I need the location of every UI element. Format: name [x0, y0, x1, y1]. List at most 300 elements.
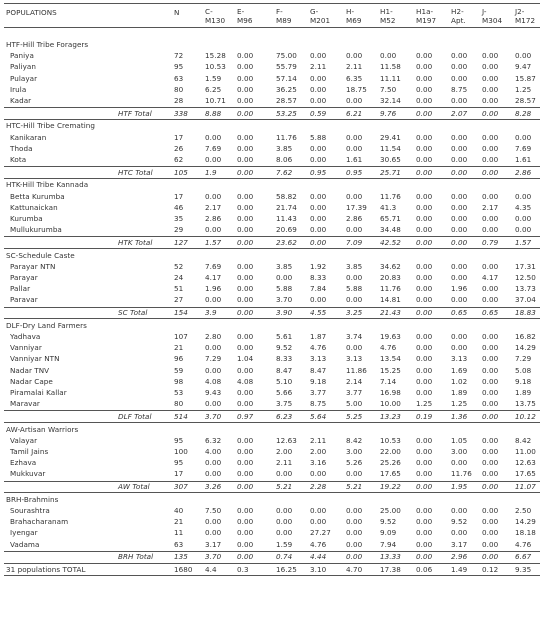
total-sample-size: 154 — [174, 308, 188, 318]
frequency-value: 7.94 — [380, 539, 397, 549]
header-populations: POPULATIONS — [6, 8, 57, 17]
total-frequency: 5.64 — [310, 411, 327, 421]
header-rule — [4, 27, 540, 28]
frequency-value: 3.74 — [346, 332, 363, 341]
frequency-value: 0.00 — [416, 51, 433, 61]
frequency-value: 3.85 — [276, 261, 293, 271]
frequency-value: 34.48 — [380, 225, 401, 235]
total-frequency: 0.00 — [237, 482, 254, 492]
frequency-value: 0.00 — [482, 214, 499, 223]
frequency-value: 0.00 — [346, 225, 363, 235]
population-name: Piramalai Kallar — [10, 388, 67, 397]
group-total-label: HTC Total — [118, 167, 153, 177]
frequency-value: 0.00 — [237, 51, 254, 61]
total-frequency: 6.21 — [346, 108, 363, 118]
frequency-value: 1.59 — [276, 539, 293, 549]
frequency-value: 5.88 — [276, 284, 293, 294]
frequency-value: 0.00 — [310, 143, 327, 153]
frequency-value: 0.00 — [482, 506, 499, 515]
table-row — [0, 61, 548, 72]
table-row — [0, 342, 548, 353]
frequency-value: 0.00 — [451, 458, 468, 468]
frequency-value: 3.00 — [346, 447, 363, 456]
sample-size: 46 — [174, 202, 184, 212]
frequency-value: 9.18 — [515, 376, 532, 386]
frequency-value: 0.00 — [515, 225, 532, 235]
frequency-value: 19.63 — [380, 332, 401, 341]
population-name: Vanniyar NTN — [10, 354, 60, 364]
frequency-value: 0.00 — [346, 517, 363, 527]
frequency-value: 5.66 — [276, 388, 293, 397]
frequency-value: 3.75 — [276, 399, 293, 409]
frequency-value: 8.42 — [346, 435, 363, 445]
frequency-value: 0.00 — [205, 225, 222, 235]
frequency-value: 0.00 — [482, 332, 499, 341]
frequency-value: 0.00 — [416, 517, 433, 527]
frequency-value: 4.35 — [515, 202, 532, 212]
frequency-value: 0.00 — [205, 191, 222, 201]
frequency-value: 0.00 — [416, 202, 433, 212]
frequency-value: 0.00 — [451, 191, 468, 201]
total-frequency: 0.95 — [310, 167, 327, 177]
table-row — [0, 84, 548, 95]
total-frequency: 1.9 — [205, 167, 217, 177]
frequency-value: 9.18 — [310, 376, 327, 386]
frequency-value: 0.00 — [451, 225, 468, 235]
frequency-value: 0.00 — [416, 528, 433, 538]
frequency-value: 0.00 — [482, 225, 499, 235]
group-title: SC-Schedule Caste — [6, 250, 75, 260]
frequency-value: 12.63 — [276, 435, 297, 445]
frequency-value: 0.00 — [310, 469, 327, 479]
total-frequency: 9.76 — [380, 108, 397, 118]
sample-size: 17 — [174, 132, 184, 142]
frequency-value: 0.00 — [482, 517, 499, 527]
frequency-value: 0.00 — [237, 155, 254, 164]
sample-size: 62 — [174, 155, 184, 164]
total-frequency: 0.00 — [482, 167, 499, 177]
frequency-value: 8.75 — [451, 84, 468, 94]
grand-total-frequency: 0.3 — [237, 564, 249, 574]
sample-size: 28 — [174, 96, 184, 105]
frequency-value: 10.53 — [380, 435, 401, 445]
group-total-label: HTK Total — [118, 237, 153, 247]
frequency-value: 12.63 — [515, 458, 536, 468]
total-frequency: 6.67 — [515, 552, 532, 562]
frequency-value: 20.83 — [380, 273, 401, 282]
total-frequency: 0.79 — [482, 237, 499, 247]
frequency-value: 0.00 — [237, 447, 254, 456]
frequency-value: 12.50 — [515, 273, 536, 282]
frequency-value: 29.41 — [380, 132, 401, 142]
frequency-value: 0.00 — [416, 376, 433, 386]
frequency-value: 32.14 — [380, 96, 401, 105]
frequency-value: 9.09 — [380, 528, 397, 538]
total-frequency: 0.97 — [237, 411, 254, 421]
frequency-value: 36.25 — [276, 84, 297, 94]
frequency-value: 17.39 — [346, 202, 367, 212]
frequency-value: 0.00 — [416, 155, 433, 164]
sample-size: 100 — [174, 447, 188, 456]
population-name: Kanikaran — [10, 132, 47, 142]
frequency-value: 0.00 — [451, 51, 468, 61]
frequency-value: 3.00 — [451, 447, 468, 456]
top-rule — [4, 3, 540, 4]
frequency-value: 14.29 — [515, 517, 536, 527]
frequency-value: 0.00 — [416, 132, 433, 142]
total-sample-size: 338 — [174, 108, 188, 118]
frequency-value: 0.00 — [416, 143, 433, 153]
frequency-value: 0.00 — [205, 399, 222, 409]
frequency-value: 4.00 — [205, 447, 222, 456]
frequency-value: 0.00 — [310, 214, 327, 223]
frequency-value: 8.33 — [276, 354, 293, 364]
frequency-value: 0.00 — [346, 143, 363, 153]
population-name: Irula — [10, 84, 27, 94]
frequency-value: 0.00 — [237, 261, 254, 271]
header-col-bottom: M130 — [205, 16, 226, 25]
frequency-value: 0.00 — [237, 62, 254, 72]
grand-total-label: 31 populations TOTAL — [6, 564, 86, 574]
total-frequency: 0.00 — [237, 552, 254, 562]
frequency-value: 4.08 — [237, 376, 254, 386]
group-title: HTK-Hill Tribe Kannada — [6, 180, 89, 190]
table-row — [0, 457, 548, 468]
frequency-value: 8.75 — [310, 399, 327, 409]
frequency-value: 3.13 — [346, 354, 363, 364]
frequency-value: 0.00 — [482, 447, 499, 456]
frequency-value: 0.00 — [451, 295, 468, 305]
sample-size: 95 — [174, 458, 184, 468]
frequency-value: 5.26 — [346, 458, 363, 468]
header-col-top: G- — [310, 7, 319, 16]
frequency-value: 0.00 — [416, 343, 433, 353]
frequency-value: 37.04 — [515, 295, 536, 305]
sample-size: 59 — [174, 365, 184, 375]
grand-total-frequency: 17.38 — [380, 564, 401, 574]
frequency-value: 2.00 — [310, 447, 327, 456]
total-frequency: 0.00 — [310, 237, 327, 247]
frequency-value: 10.71 — [205, 96, 226, 105]
total-frequency: 5.21 — [276, 482, 293, 492]
frequency-value: 0.00 — [276, 517, 293, 527]
sample-size: 27 — [174, 295, 184, 305]
frequency-value: 1.87 — [310, 332, 327, 341]
frequency-value: 1.96 — [451, 284, 468, 294]
frequency-value: 7.69 — [205, 261, 222, 271]
frequency-value: 0.00 — [237, 202, 254, 212]
sample-size: 63 — [174, 539, 184, 549]
frequency-value: 1.59 — [205, 73, 222, 83]
frequency-value: 1.05 — [451, 435, 468, 445]
group-total-row — [0, 551, 548, 562]
frequency-value: 5.88 — [346, 284, 363, 294]
frequency-value: 0.00 — [451, 143, 468, 153]
header-col-top: H1- — [380, 7, 393, 16]
frequency-value: 8.42 — [515, 435, 532, 445]
frequency-value: 0.00 — [310, 84, 327, 94]
population-name: Valayar — [10, 435, 38, 445]
table-row — [0, 154, 548, 165]
frequency-value: 0.00 — [515, 214, 532, 223]
frequency-value: 27.27 — [310, 528, 331, 538]
frequency-value: 5.08 — [515, 365, 532, 375]
grand-total-frequency: 3.10 — [310, 564, 327, 574]
table-row — [0, 73, 548, 84]
sample-size: 80 — [174, 399, 184, 409]
frequency-value: 10.53 — [205, 62, 226, 72]
population-name: Paravar — [10, 295, 38, 305]
table-row — [0, 353, 548, 364]
frequency-value: 3.13 — [310, 354, 327, 364]
frequency-value: 9.52 — [451, 517, 468, 527]
frequency-value: 7.84 — [310, 284, 327, 294]
sample-size: 98 — [174, 376, 184, 386]
frequency-value: 0.00 — [310, 517, 327, 527]
frequency-value: 75.00 — [276, 51, 297, 61]
total-frequency: 25.71 — [380, 167, 401, 177]
total-frequency: 6.23 — [276, 411, 293, 421]
frequency-value: 0.00 — [416, 96, 433, 105]
table-row — [0, 272, 548, 283]
population-name: Parayar NTN — [10, 261, 56, 271]
frequency-value: 0.00 — [205, 458, 222, 468]
frequency-value: 0.00 — [205, 528, 222, 538]
frequency-value: 7.69 — [515, 143, 532, 153]
frequency-value: 0.00 — [237, 96, 254, 105]
frequency-value: 0.00 — [237, 539, 254, 549]
frequency-value: 0.00 — [205, 132, 222, 142]
frequency-value: 0.00 — [451, 506, 468, 515]
frequency-value: 11.76 — [380, 284, 401, 294]
total-frequency: 2.07 — [451, 108, 468, 118]
frequency-value: 0.00 — [237, 399, 254, 409]
frequency-value: 0.00 — [205, 469, 222, 479]
sample-size: 21 — [174, 343, 184, 353]
frequency-value: 13.54 — [380, 354, 401, 364]
total-sample-size: 105 — [174, 167, 188, 177]
frequency-value: 9.52 — [276, 343, 293, 353]
table-row — [0, 95, 548, 106]
table-row — [0, 376, 548, 387]
frequency-value: 2.14 — [346, 376, 363, 386]
frequency-value: 3.85 — [276, 143, 293, 153]
frequency-value: 0.00 — [451, 73, 468, 83]
sample-size: 51 — [174, 284, 184, 294]
frequency-value: 0.00 — [515, 132, 532, 142]
population-name: Thoda — [10, 143, 33, 153]
frequency-value: 0.00 — [482, 51, 499, 61]
frequency-value: 65.71 — [380, 214, 401, 223]
frequency-value: 0.00 — [310, 191, 327, 201]
table-row — [0, 132, 548, 143]
total-frequency: 5.21 — [346, 482, 363, 492]
frequency-value: 0.00 — [237, 517, 254, 527]
frequency-value: 0.00 — [482, 62, 499, 72]
group-total-row — [0, 108, 548, 119]
frequency-value: 0.00 — [205, 517, 222, 527]
frequency-value: 4.17 — [482, 273, 499, 282]
table-row — [0, 143, 548, 154]
frequency-value: 0.00 — [451, 343, 468, 353]
total-frequency: 3.90 — [276, 308, 293, 318]
header-col-top: H1a- — [416, 7, 434, 16]
group-total-label: DLF Total — [118, 411, 152, 421]
frequency-value: 0.00 — [482, 435, 499, 445]
frequency-value: 0.00 — [482, 539, 499, 549]
frequency-value: 1.25 — [515, 84, 532, 94]
total-frequency: 1.57 — [205, 237, 222, 247]
frequency-value: 3.85 — [346, 261, 363, 271]
total-frequency: 3.70 — [205, 552, 222, 562]
frequency-value: 0.00 — [310, 225, 327, 235]
frequency-value: 22.00 — [380, 447, 401, 456]
total-frequency: 0.65 — [451, 308, 468, 318]
frequency-value: 0.00 — [451, 332, 468, 341]
sample-size: 80 — [174, 84, 184, 94]
grand-total-frequency: 1.49 — [451, 564, 468, 574]
frequency-value: 0.00 — [237, 295, 254, 305]
frequency-value: 2.11 — [310, 62, 327, 72]
header-col-top: J2- — [515, 7, 525, 16]
total-frequency: 0.00 — [237, 167, 254, 177]
frequency-value: 0.00 — [482, 143, 499, 153]
table-row — [0, 516, 548, 527]
frequency-value: 0.00 — [416, 388, 433, 397]
frequency-value: 28.57 — [515, 96, 536, 105]
group-total-label: BRH Total — [118, 552, 154, 562]
frequency-value: 30.65 — [380, 155, 401, 164]
frequency-value: 0.00 — [416, 191, 433, 201]
frequency-value: 0.00 — [482, 191, 499, 201]
frequency-value: 0.00 — [346, 539, 363, 549]
frequency-value: 0.00 — [310, 155, 327, 164]
frequency-value: 0.00 — [310, 51, 327, 61]
total-sample-size: 514 — [174, 411, 188, 421]
frequency-value: 0.00 — [482, 528, 499, 538]
grand-total-frequency: 0.06 — [416, 564, 433, 574]
frequency-value: 7.50 — [380, 84, 397, 94]
table-row — [0, 283, 548, 294]
frequency-value: 2.50 — [515, 506, 532, 515]
frequency-value: 8.47 — [276, 365, 293, 375]
frequency-value: 6.32 — [205, 435, 222, 445]
population-name: Mukkuvar — [10, 469, 46, 479]
header-col-top: E- — [237, 7, 245, 16]
frequency-value: 0.00 — [310, 295, 327, 305]
grand-total-frequency: 16.25 — [276, 564, 297, 574]
frequency-value: 2.80 — [205, 332, 222, 341]
total-frequency: 21.43 — [380, 308, 401, 318]
sample-size: 53 — [174, 388, 184, 397]
sample-size: 17 — [174, 469, 184, 479]
total-frequency: 0.00 — [451, 237, 468, 247]
population-name: Paliyan — [10, 62, 36, 72]
frequency-value: 1.25 — [451, 399, 468, 409]
frequency-value: 2.86 — [205, 214, 222, 223]
frequency-value: 0.00 — [416, 539, 433, 549]
frequency-value: 18.75 — [346, 84, 367, 94]
frequency-value: 3.16 — [310, 458, 327, 468]
header-col-bottom: M52 — [380, 16, 396, 25]
frequency-value: 0.00 — [310, 73, 327, 83]
group-end-rule — [4, 248, 540, 249]
group-end-rule — [4, 492, 540, 493]
population-name: Sourashtra — [10, 506, 50, 515]
total-frequency: 0.19 — [416, 411, 433, 421]
frequency-value: 2.86 — [346, 214, 363, 223]
group-total-label: HTF Total — [118, 108, 152, 118]
frequency-value: 11.43 — [276, 214, 297, 223]
sample-size: 52 — [174, 261, 184, 271]
frequency-value: 11.76 — [380, 191, 401, 201]
frequency-value: 11.54 — [380, 143, 401, 153]
frequency-value: 2.17 — [482, 202, 499, 212]
population-name: Kurumba — [10, 214, 43, 223]
group-total-row — [0, 481, 548, 492]
frequency-value: 0.00 — [237, 332, 254, 341]
frequency-value: 0.00 — [205, 365, 222, 375]
frequency-value: 0.00 — [237, 191, 254, 201]
frequency-value: 0.00 — [416, 469, 433, 479]
population-name: Maravar — [10, 399, 40, 409]
frequency-value: 4.17 — [205, 273, 222, 282]
frequency-value: 14.29 — [515, 343, 536, 353]
header-col-bottom: Apt. — [451, 16, 466, 25]
frequency-value: 2.11 — [310, 435, 327, 445]
frequency-value: 0.00 — [416, 73, 433, 83]
frequency-value: 0.00 — [451, 273, 468, 282]
total-frequency: 0.00 — [237, 237, 254, 247]
frequency-value: 0.00 — [482, 399, 499, 409]
sample-size: 95 — [174, 62, 184, 72]
frequency-value: 0.00 — [482, 73, 499, 83]
total-frequency: 2.86 — [515, 167, 532, 177]
total-frequency: 0.00 — [416, 308, 433, 318]
frequency-value: 0.00 — [276, 528, 293, 538]
frequency-value: 0.00 — [346, 96, 363, 105]
frequency-value: 28.57 — [276, 96, 297, 105]
frequency-value: 0.00 — [380, 51, 397, 61]
frequency-value: 7.14 — [380, 376, 397, 386]
frequency-value: 0.00 — [416, 62, 433, 72]
frequency-value: 0.00 — [237, 365, 254, 375]
frequency-value: 5.88 — [310, 132, 327, 142]
header-col-top: H2- — [451, 7, 464, 16]
population-name: Mullukurumba — [10, 225, 62, 235]
table-row — [0, 435, 548, 446]
group-title: DLF-Dry Land Farmers — [6, 320, 87, 330]
sample-size: 17 — [174, 191, 184, 201]
total-sample-size: 307 — [174, 482, 188, 492]
frequency-value: 0.00 — [482, 469, 499, 479]
header-col-bottom: M304 — [482, 16, 503, 25]
frequency-value: 0.00 — [237, 214, 254, 223]
header-col-top: H- — [346, 7, 355, 16]
frequency-value: 5.10 — [276, 376, 293, 386]
frequency-value: 0.00 — [416, 365, 433, 375]
group-total-label: SC Total — [118, 308, 148, 318]
total-frequency: 0.00 — [482, 411, 499, 421]
frequency-value: 17.65 — [380, 469, 401, 479]
total-frequency: 13.23 — [380, 411, 401, 421]
frequency-value: 0.00 — [205, 295, 222, 305]
total-frequency: 19.22 — [380, 482, 401, 492]
frequency-value: 4.76 — [310, 539, 327, 549]
group-total-row — [0, 237, 548, 248]
frequency-value: 0.00 — [237, 73, 254, 83]
sample-size: 21 — [174, 517, 184, 527]
